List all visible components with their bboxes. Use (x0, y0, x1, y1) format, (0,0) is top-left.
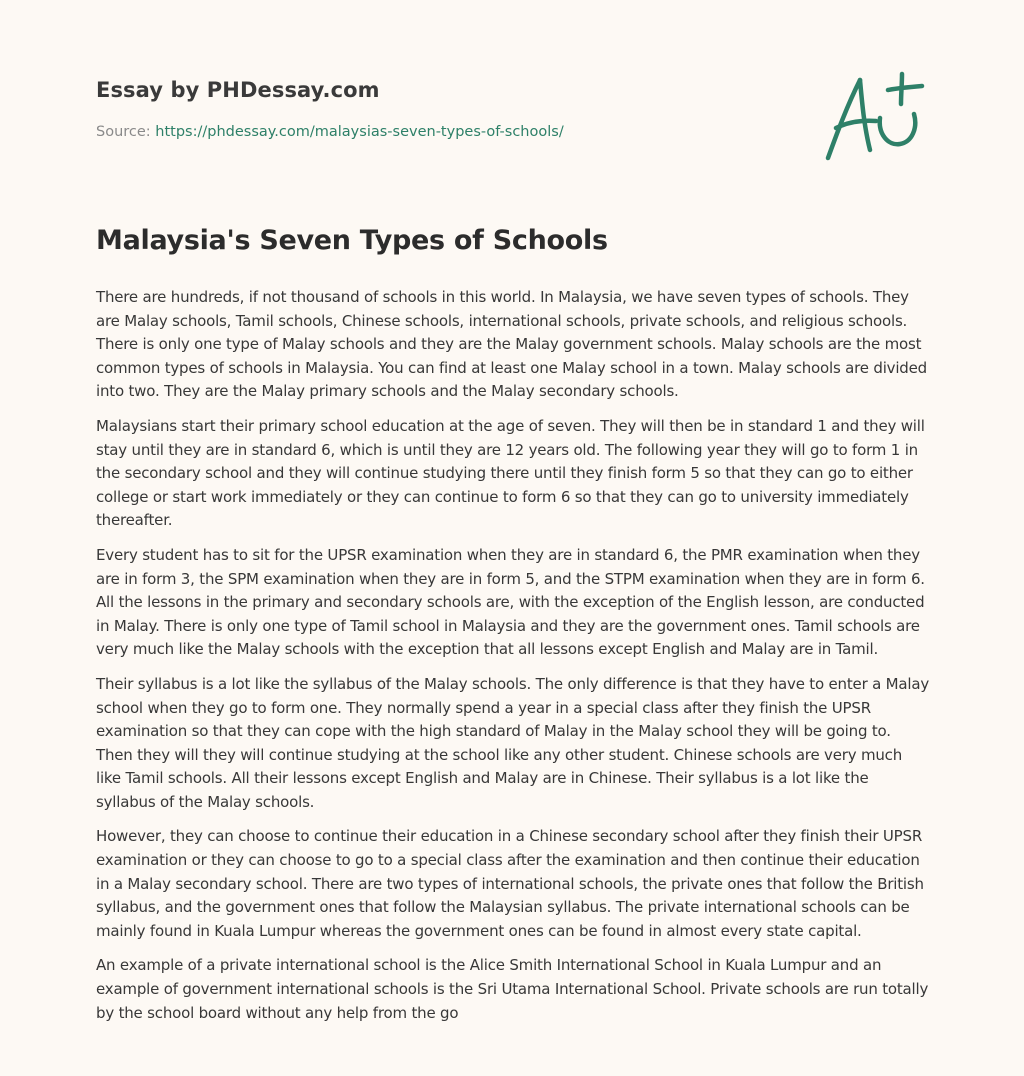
essay-paragraph: Their syllabus is a lot like the syllabus of the Malay schools. The only difference is that they have to enter a Malay school when they go to form one. They normally spend a year in a special class after they finish the UPSR examination so that they can cope with the high standard of Malay in the Malay school they will be going to. Then they will they will continue studying at the school like any other student. Chinese schools are very much like Tamil schools. All their lessons except English and Malay are in Chinese. Their syllabus is a lot like the syllabus of the Malay schools. (96, 674, 930, 811)
source-line (96, 124, 564, 140)
source-label: Source: (96, 124, 151, 140)
essay-title: Malaysia's Seven Types of Schools (96, 225, 608, 256)
source-link[interactable]: https://phdessay.com/malaysias-seven-types-of-schools/ (155, 124, 564, 140)
brand-title: Essay by PHDessay.com (96, 78, 380, 102)
essay-paragraph: Every student has to sit for the UPSR examination when they are in standard 6, the PMR examination when they are in form 3, the SPM examination when they are in form 5, and the STPM examination when they are in form 6. All the lessons in the primary and secondary schools are, with the exception of the English lesson, are conducted in Malay. There is only one type of Tamil school in Malaysia and they are the government ones. Tamil schools are very much like the Malay schools with the exception that all lessons except English and Malay are in Tamil. (96, 545, 925, 659)
essay-paragraph: An example of a private international school is the Alice Smith International School in Kuala Lumpur and an example of government international schools is the Sri Utama International School. Private schools are run totally by the school board without any help from the go (96, 956, 929, 1022)
essay-paragraph: There are hundreds, if not thousand of schools in this world. In Malaysia, we have seven types of schools. They are Malay schools, Tamil schools, Chinese schools, international schools, private schools, and religious schools. There is only one type of Malay schools and they are the Malay government schools. Malay schools are the most common types of schools in Malaysia. You can find at least one Malay school in a town. Malay schools are divided into two. They are the Malay primary schools and the Malay secondary schools. (96, 288, 927, 401)
essay-body (96, 286, 930, 1036)
essay-paragraph: However, they can choose to continue their education in a Chinese secondary school after they finish their UPSR examination or they can choose to go to a special class after the examination and then continue their education in a Malay secondary school. There are two types of international schools, the private ones that follow the British syllabus, and the government ones that follow the Malaysian syllabus. The private international schools can be mainly found in Kuala Lumpur whereas the government ones can be found in almost every state capital. (96, 827, 924, 940)
a-plus-logo-icon (818, 66, 928, 166)
essay-paragraph: Malaysians start their primary school education at the age of seven. They will then be in standard 1 and they will stay until they are in standard 6, which is until they are 12 years old. The following year they will go to form 1 in the secondary school and they will continue studying there until they finish form 5 so that they can go to either college or start work immediately or they can continue to form 6 so that they can go to university immediately thereafter. (96, 416, 925, 530)
